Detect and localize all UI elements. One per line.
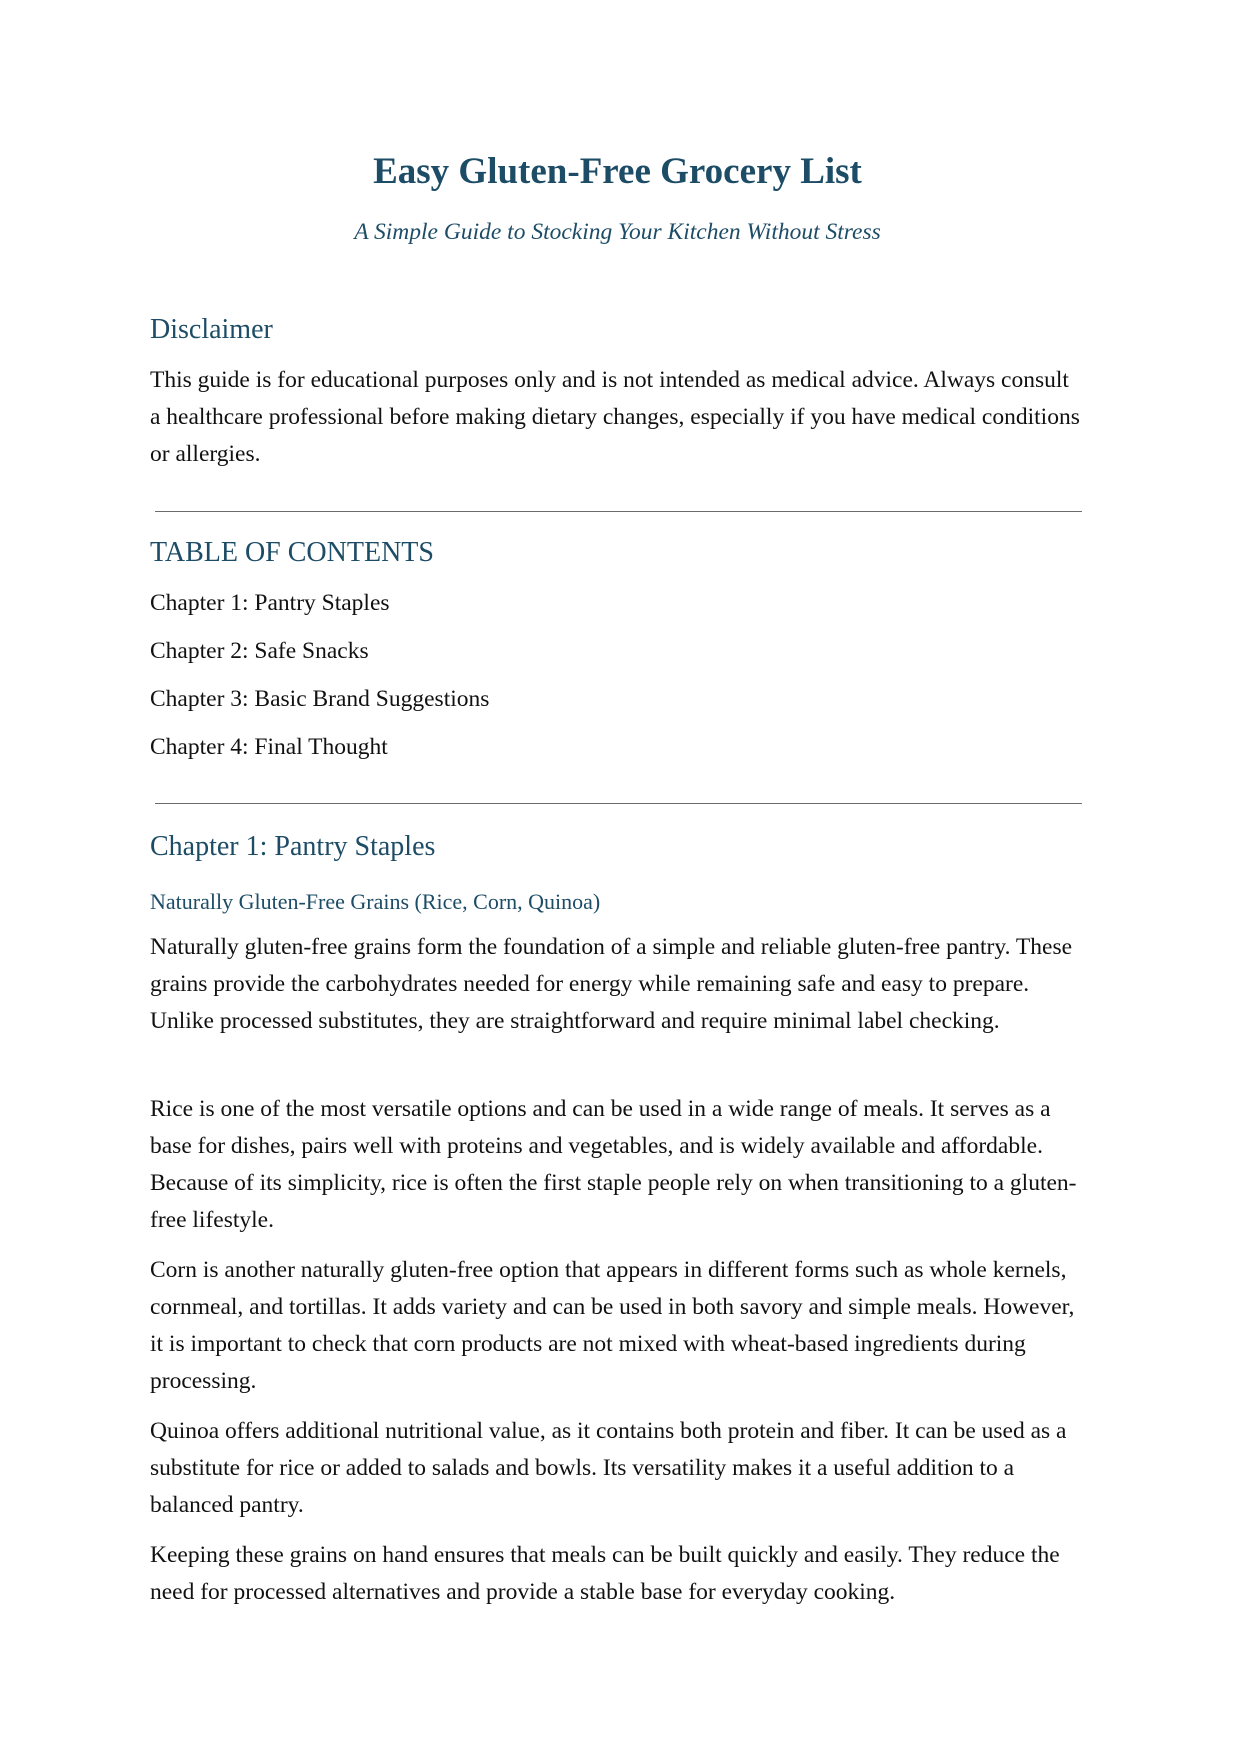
chapter-1-paragraph-3: Corn is another naturally gluten-free option that appears in different forms such as whole kernels, cornmeal, and tortillas. It adds variety and can be used in both savory and simple meals. However, it is important to check that corn products are not mixed with wheat-based ingredients during processing. <box>150 1257 1075 1394</box>
toc-item-chapter-1: Chapter 1: Pantry Staples <box>150 590 390 616</box>
chapter-1-paragraph-1: Naturally gluten-free grains form the foundation of a simple and reliable gluten-free pantry. These grains provide the carbohydrates needed for energy while remaining safe and easy to prepare. Unlike processed substitutes, they are straightforward and require minimal label checking. <box>150 934 1073 1034</box>
section-divider <box>155 511 1082 512</box>
document-title: Easy Gluten-Free Grocery List <box>373 151 862 192</box>
toc-list <box>150 586 1085 778</box>
toc-item-chapter-2: Chapter 2: Safe Snacks <box>150 638 369 664</box>
chapter-1-subheading: Naturally Gluten-Free Grains (Rice, Corn, Quinoa) <box>150 889 601 914</box>
section-divider <box>155 803 1082 804</box>
toc-item-chapter-4: Chapter 4: Final Thought <box>150 734 388 760</box>
chapter-1-paragraph-2: Rice is one of the most versatile options and can be used in a wide range of meals. It serves as a base for dishes, pairs well with proteins and vegetables, and is widely available and affordable. Because of its simplicity, rice is often the first staple people rely on when transitioning to a gluten-free lifestyle. <box>150 1096 1077 1233</box>
toc-item-chapter-3: Chapter 3: Basic Brand Suggestions <box>150 686 490 712</box>
chapter-1-paragraph-4: Quinoa offers additional nutritional value, as it contains both protein and fiber. It can be used as a substitute for rice or added to salads and bowls. Its versatility makes it a useful addition to a balanced pantry. <box>150 1418 1067 1518</box>
document-page <box>150 0 1085 1755</box>
disclaimer-heading: Disclaimer <box>150 314 273 345</box>
disclaimer-text: This guide is for educational purposes only and is not intended as medical advice. Always consult a healthcare professional before making dietary changes, especially if you have medical conditions or allergies. <box>150 367 1080 467</box>
toc-heading: TABLE OF CONTENTS <box>150 537 434 568</box>
document-subtitle: A Simple Guide to Stocking Your Kitchen Without Stress <box>354 219 881 245</box>
chapter-1-heading: Chapter 1: Pantry Staples <box>150 831 436 862</box>
chapter-1-paragraph-5: Keeping these grains on hand ensures that meals can be built quickly and easily. They reduce the need for processed alternatives and provide a stable base for everyday cooking. <box>150 1542 1060 1605</box>
